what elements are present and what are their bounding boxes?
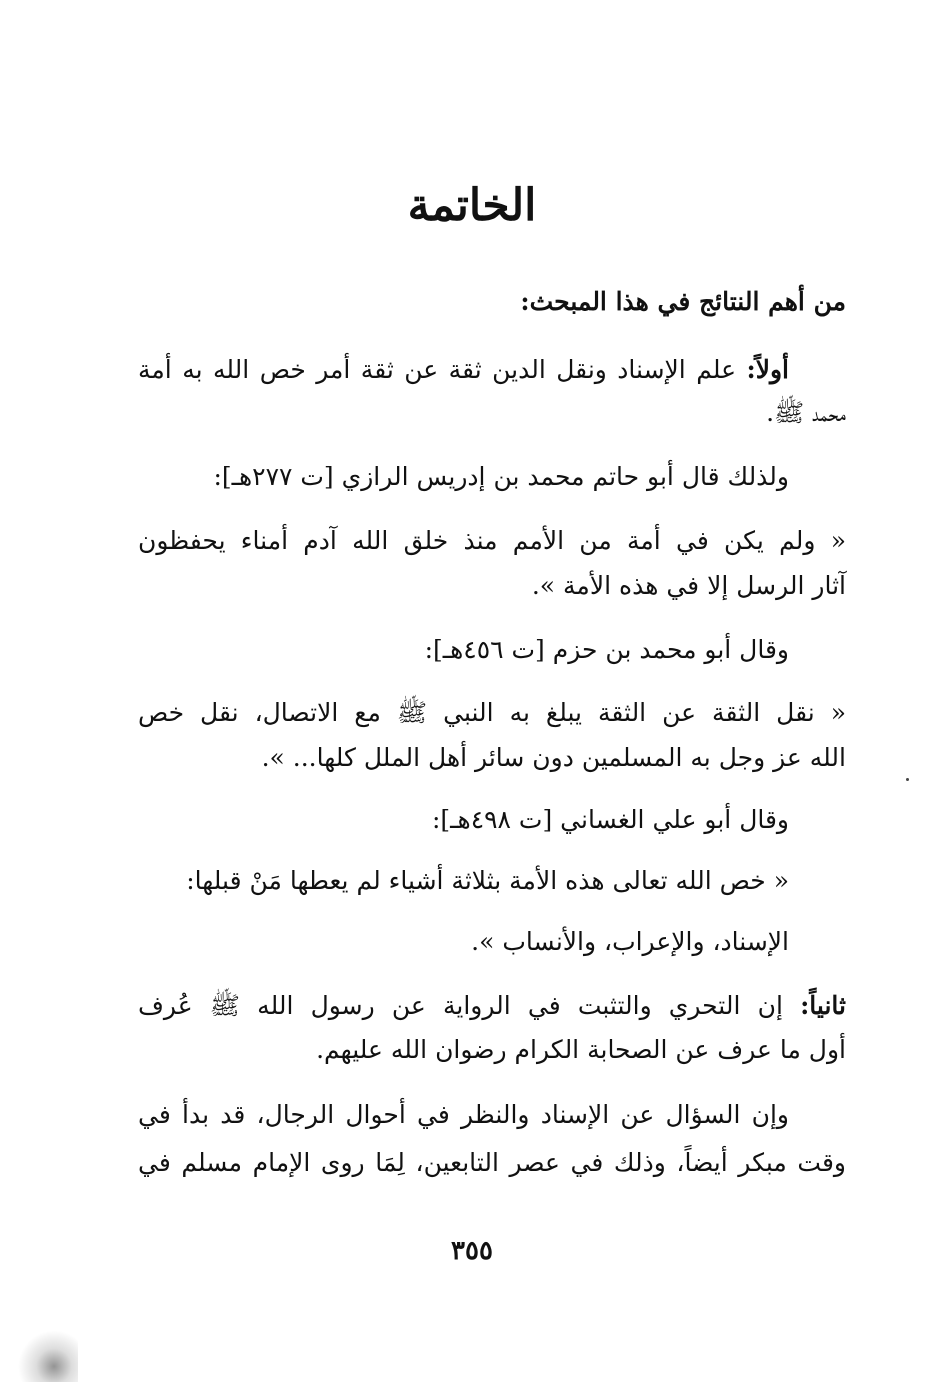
first-point-line-2: محمد ﷺ. (766, 398, 846, 427)
second-point-line-1 (138, 986, 846, 1026)
closing-line-1: وإن السؤال عن الإسناد والنظر في أحوال الرجال، قد بدأ في (138, 1100, 789, 1129)
ibn-hazm-quote-line-2: الله عز وجل به المسلمين دون سائر أهل الملل كلها... ». (261, 743, 846, 772)
scan-speck (906, 778, 909, 781)
abu-hatim-quote-line-1: « ولم يكن في أمة من الأمم منذ خلق الله آدم أمناء يحفظون (138, 526, 846, 555)
first-point-label: أولاً: (746, 355, 789, 384)
ibn-hazm-intro: وقال أبو محمد بن حزم [ت ٤٥٦هـ]: (424, 635, 789, 664)
ghassani-intro: وقال أبو علي الغساني [ت ٤٩٨هـ]: (432, 805, 789, 834)
first-point-text: علم الإسناد ونقل الدين ثقة عن ثقة أمر خص الله به أمة (138, 355, 737, 384)
closing-line-2: وقت مبكر أيضاً، وذلك في عصر التابعين، لِمَا روى الإمام مسلم في (138, 1148, 846, 1177)
second-point-text: إن التحري والتثبت في الرواية عن رسول الله ﷺ عُرف (138, 991, 783, 1020)
scan-smudge (18, 1330, 78, 1382)
ibn-hazm-quote-line-1: « نقل الثقة عن الثقة يبلغ به النبي ﷺ مع الاتصال، نقل خص (138, 698, 846, 727)
section-heading: من أهم النتائج في هذا المبحث: (520, 287, 846, 316)
second-point-label: ثانياً: (800, 991, 846, 1020)
second-point-line-2: أول ما عرف عن الصحابة الكرام رضوان الله عليهم. (316, 1035, 846, 1064)
ghassani-quote-line-2: الإسناد، والإعراب، والأنساب ». (471, 927, 789, 956)
chapter-title: الخاتمة (407, 180, 537, 231)
abu-hatim-intro: ولذلك قال أبو حاتم محمد بن إدريس الرازي [ت ٢٧٧هـ]: (213, 462, 789, 491)
ghassani-quote-line-1: « خص الله تعالى هذه الأمة بثلاثة أشياء لم يعطها مَنْ قبلها: (186, 866, 789, 895)
page-number: ٣٥٥ (451, 1236, 493, 1266)
first-point-line-1 (138, 350, 789, 390)
abu-hatim-quote-line-2: آثار الرسل إلا في هذه الأمة ». (531, 571, 846, 600)
